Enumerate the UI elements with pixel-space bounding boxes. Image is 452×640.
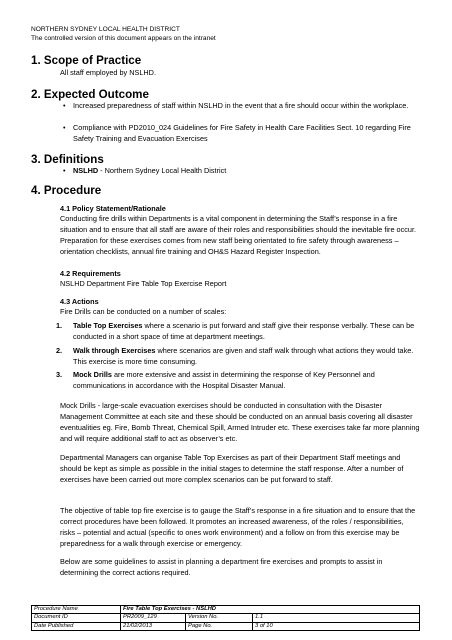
subsection-title-requirements: 4.2 Requirements — [60, 269, 121, 278]
departmental-managers-paragraph: Departmental Managers can organise Table Top Exercises as part of their Department Staff meetings and should be kept as simple as possible in the initial stages to determine the staff response. After a number of exercises have been carried out more complex scenarios can be put forward to staff. — [60, 453, 404, 484]
table-row — [32, 614, 420, 622]
date-published-value: 21/02/2013 — [121, 622, 186, 630]
requirements-text: NSLHD Department Fire Table Top Exercise Report — [60, 279, 227, 288]
section-heading-definitions: 3. Definitions — [31, 153, 104, 166]
controlled-version-note: The controlled version of this document appears on the intranet — [31, 34, 216, 42]
list-item-term: Table Top Exercises — [73, 321, 143, 330]
section-heading-expected-outcome: 2. Expected Outcome — [31, 88, 149, 101]
outcome-bullet — [60, 122, 420, 144]
list-item-text: where scenarios are given and staff walk through what actions they would take. This exercise is more time consuming. — [73, 346, 414, 366]
definition-term: NSLHD — [73, 166, 99, 175]
list-item-mock-drills — [56, 369, 420, 391]
subsection-title-policy: 4.1 Policy Statement/Rationale — [60, 204, 166, 213]
objective-paragraph: The objective of table top fire exercise is to gauge the Staff’s response in a fire situation and to ensure that the correct procedures have been followed. It promotes an increased awareness, of the roles / responsibilities, risks – potential and actual (specific to ones work environment) and a follow on from this exercise may be preparedness for a walk through exercise or emergency. — [60, 506, 416, 548]
definition-bullet — [60, 165, 420, 176]
table-row — [32, 622, 420, 630]
mock-drills-paragraph: Mock Drills - large-scale evacuation exercises should be conducted in consultation with the Disaster Management Committee at each site and these should be conducted on an annual basis covering all disaster eventualities eg. Fire, Bomb Threat, Chemical Spill, Armed Intruder etc. These exercises take far more planning and will require additional staff to act as observer’s etc. — [60, 401, 420, 443]
procedure-name-value: Fire Table Top Exercises - NSLHD — [121, 606, 420, 614]
version-value: 1.1 — [253, 614, 420, 622]
section-heading-scope: 1. Scope of Practice — [31, 54, 142, 67]
subsection-title-actions: 4.3 Actions — [60, 297, 99, 306]
list-item-text: where a scenario is put forward and staff give their response verbally. These can be conducted in a short space of time at department meetings. — [73, 321, 415, 341]
organisation-name: NORTHERN SYDNEY LOCAL HEALTH DISTRICT — [31, 26, 180, 33]
list-item-table-top — [56, 320, 420, 342]
section-heading-procedure: 4. Procedure — [31, 184, 102, 197]
procedure-name-label: Procedure Name — [32, 606, 121, 614]
table-row — [32, 606, 420, 614]
bullet-icon: • — [63, 123, 66, 132]
outcome-bullet — [60, 100, 420, 111]
list-item-number: 1. — [56, 321, 63, 330]
document-header — [31, 26, 216, 43]
bullet-icon: • — [63, 101, 66, 110]
bullet-icon: • — [63, 166, 66, 175]
guidelines-paragraph: Below are some guidelines to assist in planning a department fire exercises and prompts to assist in determining the correct actions required. — [60, 557, 383, 577]
page-number-value: 3 of 10 — [253, 622, 420, 630]
version-label: Version No. — [186, 614, 253, 622]
list-item-text: are more extensive and assist in determining the response of Key Personnel and communications in accordance with the Hospital Disaster Manual. — [73, 370, 375, 390]
document-id-label: Document ID — [32, 614, 121, 622]
list-item-number: 3. — [56, 370, 63, 379]
list-item-term: Mock Drills — [73, 370, 112, 379]
list-item-walk-through — [56, 345, 420, 367]
definition-text: - Northern Sydney Local Health District — [98, 166, 227, 175]
list-item-number: 2. — [56, 346, 63, 355]
document-id-value: PR2009_129 — [121, 614, 186, 622]
actions-intro-text: Fire Drills can be conducted on a number of scales: — [60, 307, 227, 316]
page-number-label: Page No. — [186, 622, 253, 630]
document-footer-table — [31, 605, 420, 631]
outcome-bullet-text: Increased preparedness of staff within NSLHD in the event that a fire should occur within the workplace. — [73, 101, 409, 110]
scope-text: All staff employed by NSLHD. — [60, 68, 156, 77]
policy-statement-text: Conducting fire drills within Departments is a vital component in determining the Staff’s response in a fire situation and to ensure that all staff are aware of their roles and responsibilities should the inevitable fire occur. Preparation for these exercises comes from new staff being orientated to fire safety through awareness – orientation checklists, annual fire training and OH&S Hazard Register Inspection. — [60, 214, 416, 256]
date-published-label: Date Published — [32, 622, 121, 630]
list-item-term: Walk through Exercises — [73, 346, 156, 355]
outcome-bullet-text: Compliance with PD2010_024 Guidelines for Fire Safety in Health Care Facilities Sect. 10 regarding Fire Safety Training and Evacuation Exercises — [73, 123, 411, 143]
